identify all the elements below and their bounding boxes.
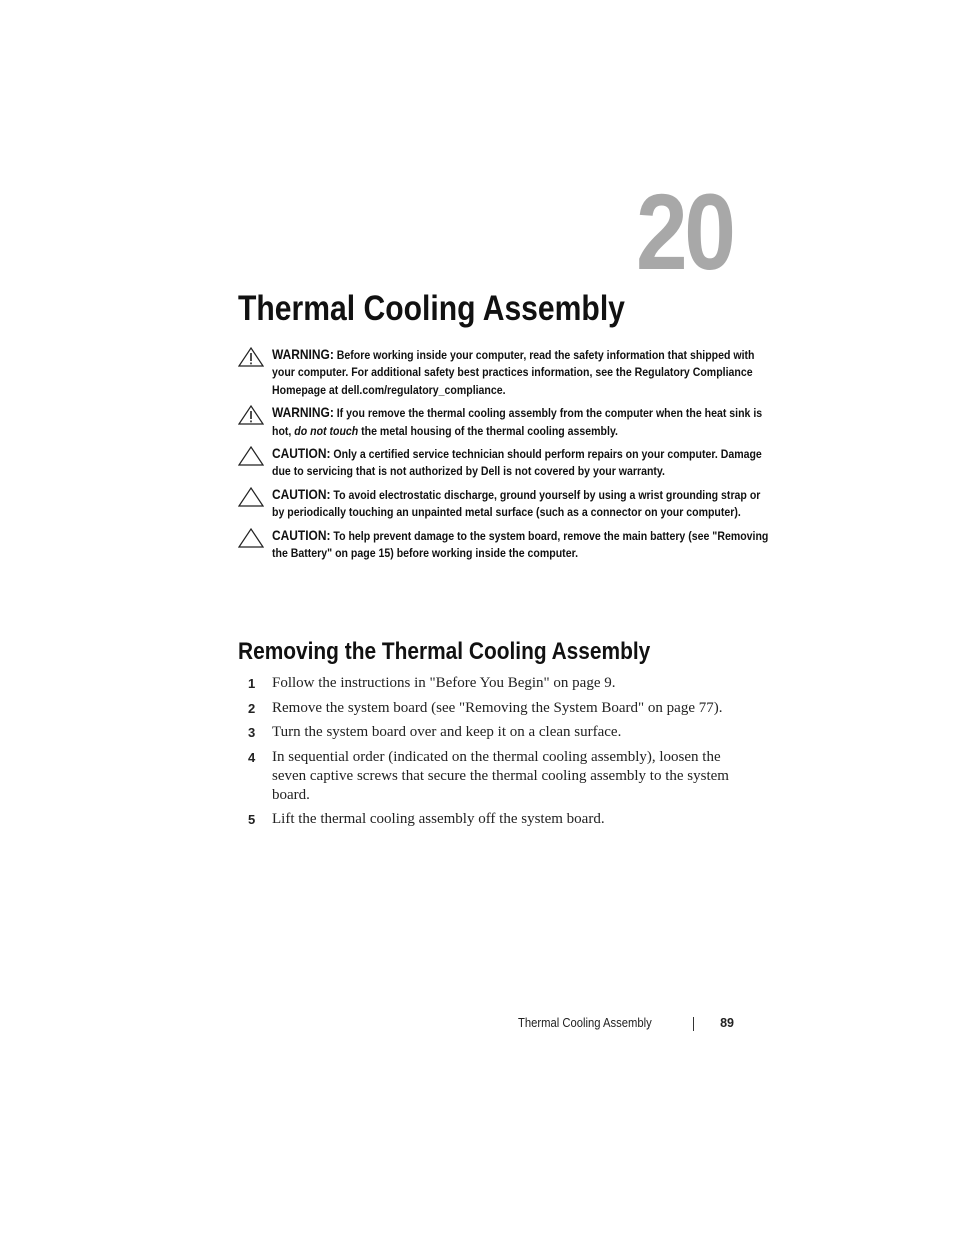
notice-text: Only a certified service technician should perform repairs on your computer. Damage due to servicing that is not authorized by Dell is not covered by your warranty.	[272, 447, 762, 479]
caution-icon	[238, 446, 264, 466]
step-number: 3	[248, 725, 256, 740]
step-item	[248, 674, 738, 693]
step-number: 1	[248, 676, 256, 691]
warning-notice	[238, 346, 755, 399]
notice-keyword: WARNING:	[272, 347, 334, 362]
step-text: Remove the system board (see "Removing the System Board" on page 77).	[272, 699, 723, 716]
caution-notice	[238, 527, 769, 563]
step-item	[248, 699, 738, 718]
notice-text: To avoid electrostatic discharge, ground yourself by using a wrist grounding strap or by periodically touching an unpainted metal surface (such as a connector on your computer).	[272, 487, 761, 520]
notice-text: Before working inside your computer, read the safety information that shipped with your computer. For additional safety best practices information, see the Regulatory Compliance Homepage at dell.com/regulatory_compliance.	[272, 348, 755, 397]
notices	[238, 346, 769, 567]
procedure-steps	[248, 674, 738, 835]
notice-keyword: CAUTION:	[272, 486, 331, 502]
page-footer	[500, 1015, 736, 1035]
warning-notice	[238, 404, 763, 440]
notice-text: If you remove the thermal cooling assembly from the computer when the heat sink is hot,	[272, 406, 763, 438]
step-item	[248, 748, 738, 805]
notice-keyword: WARNING:	[272, 405, 334, 421]
step-number: 5	[248, 812, 256, 827]
caution-notice	[238, 486, 761, 522]
step-item	[248, 810, 738, 829]
page-number: 89	[720, 1016, 734, 1030]
step-number: 4	[248, 749, 256, 765]
notice-emphasis: do not touch	[294, 423, 359, 438]
step-item	[248, 723, 738, 742]
caution-icon	[238, 528, 264, 548]
warning-icon	[238, 405, 264, 425]
footer-divider	[693, 1017, 694, 1031]
chapter-title: Thermal Cooling Assembly	[238, 289, 625, 328]
section-title: Removing the Thermal Cooling Assembly	[238, 638, 651, 665]
step-text: Turn the system board over and keep it on a clean surface.	[272, 724, 622, 740]
step-text: Lift the thermal cooling assembly off the system board.	[272, 811, 605, 827]
notice-text: the metal housing of the thermal cooling assembly.	[358, 423, 618, 438]
footer-title: Thermal Cooling Assembly	[518, 1016, 652, 1030]
warning-icon	[238, 347, 264, 367]
notice-keyword: CAUTION:	[272, 446, 331, 462]
notice-text: To help prevent damage to the system board, remove the main battery (see "Removing the Battery" on page 15) before working inside the computer.	[272, 528, 769, 561]
step-text: Follow the instructions in "Before You Begin" on page 9.	[272, 675, 616, 691]
step-number: 2	[248, 700, 256, 716]
caution-icon	[238, 487, 264, 507]
step-text: In sequential order (indicated on the thermal cooling assembly), loosen the seven captive screws that secure the thermal cooling assembly to the system board.	[272, 748, 729, 803]
notice-keyword: CAUTION:	[272, 527, 331, 543]
chapter-number: 20	[636, 171, 733, 292]
caution-notice	[238, 445, 762, 481]
